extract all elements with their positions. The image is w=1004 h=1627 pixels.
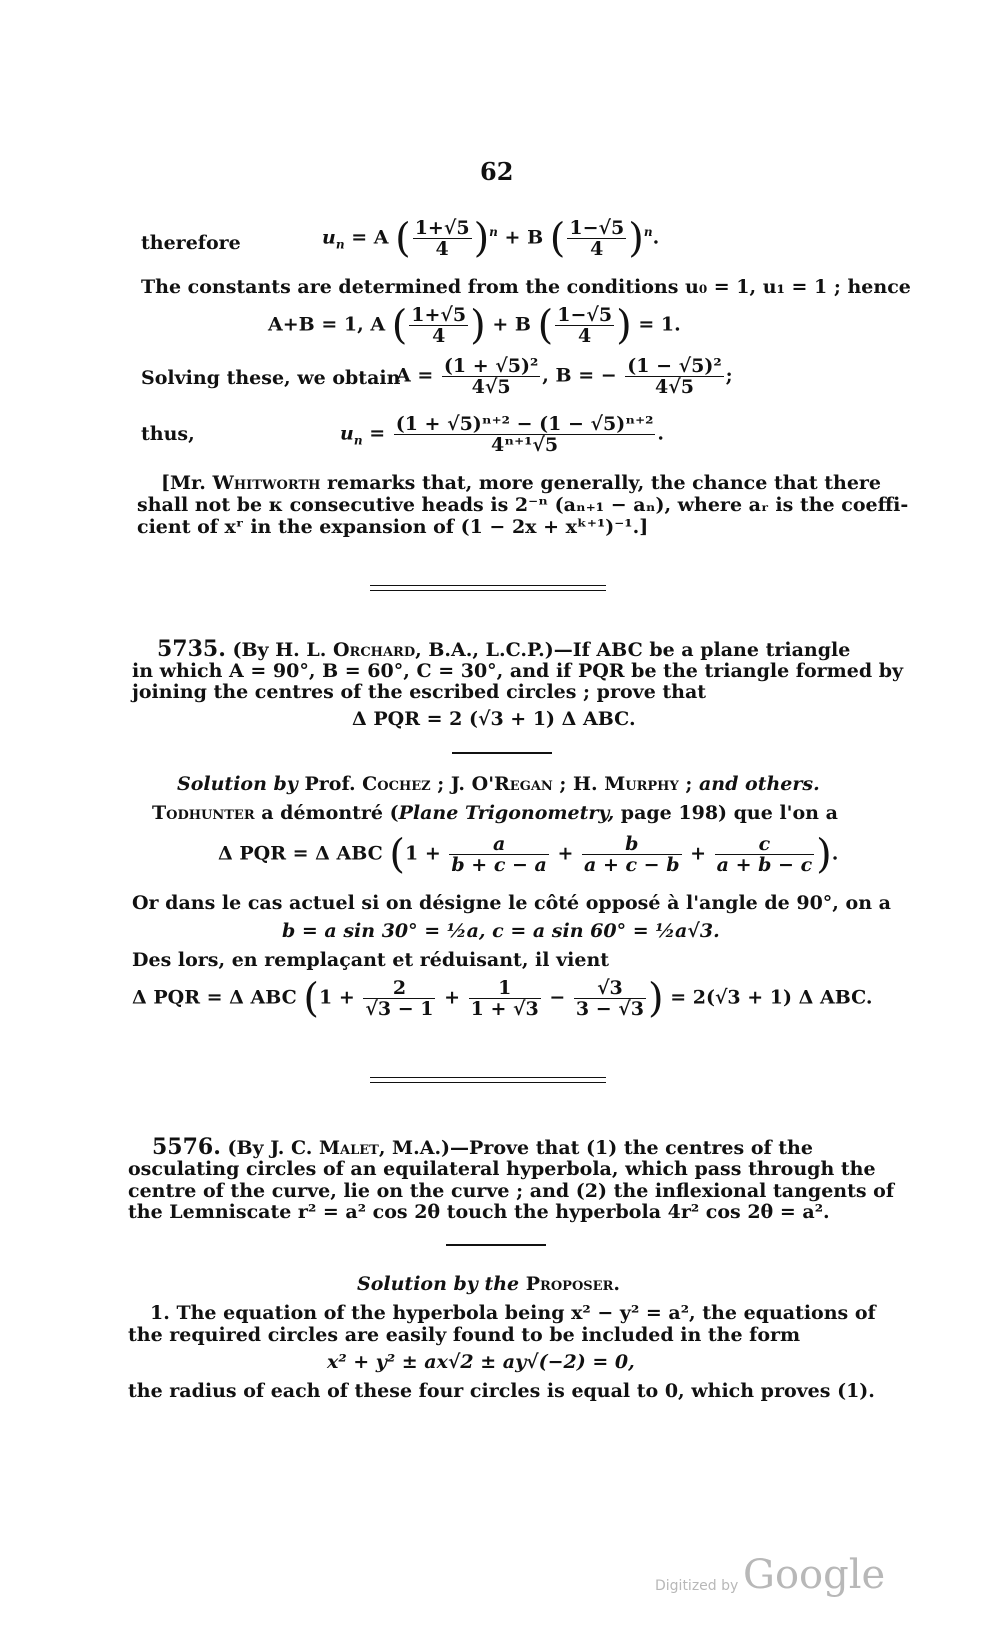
fraction-numerator: a <box>449 834 548 855</box>
fraction-un <box>394 414 656 455</box>
fraction-minus <box>567 218 626 259</box>
fraction-a <box>442 356 540 397</box>
symbol-u: u <box>340 422 354 445</box>
remark-line-1 <box>161 472 881 494</box>
text: a démontré ( <box>254 802 399 824</box>
and-others: and others. <box>699 773 820 795</box>
fraction-numerator: 1−√5 <box>569 217 625 239</box>
remark-open: [Mr. <box>161 472 213 494</box>
period: . <box>657 422 665 445</box>
solving-label: Solving these, we obtain <box>141 367 401 389</box>
equation-pqr-result <box>132 975 873 1022</box>
question-number: 5576. <box>152 1134 221 1160</box>
q5735-line-3: joining the centres of the escribed circles ; prove that <box>132 681 707 703</box>
fraction-numerator: 1 <box>469 978 541 999</box>
q5735-line-1 <box>157 638 850 661</box>
fraction-denominator: 4√5 <box>471 376 511 398</box>
paren-open: ( <box>395 215 411 262</box>
plus: + <box>557 842 574 865</box>
short-rule <box>452 752 552 754</box>
plus-b: + B <box>492 313 531 336</box>
section-divider <box>370 1077 606 1083</box>
one-plus: 1 + <box>319 986 355 1009</box>
paren-close: ) <box>647 975 664 1022</box>
minus: − <box>549 986 566 1009</box>
question-text: , M.A.)—Prove that (1) the centres of the <box>378 1137 813 1159</box>
q5576-para-2: the required circles are easily found to be included in the form <box>128 1324 801 1346</box>
exponent-n: n <box>489 225 498 240</box>
equation-conditions <box>268 302 681 349</box>
solution-byline <box>357 1273 620 1295</box>
fraction-denominator: 4 <box>432 325 446 347</box>
remark-line-2: shall not be κ consecutive heads is 2⁻ⁿ (aₙ₊₁ − aₙ), where aᵣ is the coeffi- <box>137 494 909 516</box>
thus-label: thus, <box>141 423 195 445</box>
cited-author: Todhunter <box>152 802 255 824</box>
fraction-numerator: √3 <box>574 978 646 999</box>
q5576-line-1 <box>152 1136 813 1159</box>
paren-close: ) <box>470 302 486 349</box>
solution-byline <box>177 773 820 795</box>
fraction-denominator: 4ⁿ⁺¹√5 <box>491 434 559 456</box>
equals-sign: = <box>369 422 386 445</box>
plus: + <box>444 986 461 1009</box>
solver-name: Proposer <box>525 1273 614 1295</box>
fraction-denominator: 4 <box>590 238 604 260</box>
fraction-g3 <box>574 978 646 1019</box>
text: ; H. <box>552 773 605 795</box>
fraction-denominator: √3 − 1 <box>365 998 434 1020</box>
equation-un-closed-form <box>322 215 660 262</box>
remark-text: remarks that, more generally, the chance that there <box>320 472 882 494</box>
equation-a-b <box>396 356 733 397</box>
fraction-a <box>449 834 548 875</box>
todhunter-line <box>152 802 838 824</box>
fraction-numerator: (1 + √5)² <box>443 355 539 377</box>
paren-open: ( <box>391 302 408 349</box>
fraction-b <box>582 834 681 875</box>
solution-label: Solution by the <box>357 1273 520 1295</box>
period: . <box>613 1273 621 1295</box>
remark-author: Whitworth <box>212 472 321 494</box>
q5576-para-1: 1. The equation of the hyperbola being x² − y² = a², the equations of <box>150 1302 876 1324</box>
semicolon: ; <box>725 364 733 387</box>
q5576-line-3: centre of the curve, lie on the curve ; and (2) the inflexional tangents of <box>128 1180 895 1202</box>
subscript-n: n <box>353 433 363 448</box>
fraction-b <box>625 356 723 397</box>
lhs: Δ PQR = Δ ABC <box>132 986 297 1009</box>
or-dans-line: Or dans le cas actuel si on désigne le côté opposé à l'angle de 90°, on a <box>132 892 891 914</box>
page-number: 62 <box>480 157 514 186</box>
q5735-line-2: in which A = 90°, B = 60°, C = 30°, and if PQR be the triangle formed by <box>132 660 904 682</box>
fraction-numerator: (1 − √5)² <box>627 355 722 377</box>
paren-close: ) <box>628 215 644 262</box>
fraction-denominator: 4√5 <box>655 376 694 398</box>
solver-name: Regan <box>494 773 553 795</box>
equation-un-result <box>340 414 664 455</box>
equation-pqr-general <box>218 831 839 878</box>
fraction-denominator: 4 <box>435 238 449 260</box>
bc-values-line: b = a sin 30° = ½a, c = a sin 60° = ½a√3. <box>282 920 720 942</box>
fraction-numerator: (1 + √5)ⁿ⁺² − (1 − √5)ⁿ⁺² <box>395 413 654 435</box>
section-divider <box>370 585 606 591</box>
plus-b: + B <box>504 226 544 249</box>
fraction-plus <box>413 218 472 259</box>
cited-book: Plane Trigonometry, <box>398 802 615 824</box>
fraction-denominator: 4 <box>578 325 592 347</box>
fraction-denominator: 3 − √3 <box>575 998 644 1020</box>
text: page 198) que l'on a <box>614 802 838 824</box>
watermark-prefix: Digitized by <box>655 1578 739 1594</box>
solution-label: Solution by <box>177 773 298 795</box>
fraction-plus <box>409 305 468 346</box>
paren-open: ( <box>389 831 405 878</box>
fraction-denominator: b + c − a <box>451 854 547 876</box>
subscript-n: n <box>335 237 345 252</box>
word-therefore: therefore <box>141 232 241 254</box>
fraction-denominator: a + c − b <box>584 854 680 876</box>
exponent-n: n <box>643 225 653 240</box>
text: Prof. <box>297 773 363 795</box>
watermark-logo: Google <box>743 1552 886 1598</box>
fraction-minus <box>555 305 614 346</box>
paren-open: ( <box>549 215 566 262</box>
equals-a: = A <box>351 226 389 249</box>
solver-name: Murphy <box>604 773 679 795</box>
question-text: (By H. L. <box>225 639 333 661</box>
q5576-line-2: osculating circles of an equilateral hyperbola, which pass through the <box>128 1158 876 1180</box>
question-text: (By J. C. <box>220 1137 319 1159</box>
one-plus: 1 + <box>405 842 441 865</box>
b-equals: , B = − <box>542 364 617 387</box>
question-number: 5735. <box>157 636 226 662</box>
paren-open: ( <box>537 302 554 349</box>
paren-close: ) <box>473 215 490 262</box>
paren-close: ) <box>816 831 832 878</box>
lhs: Δ PQR = Δ ABC <box>218 842 383 865</box>
fraction-numerator: b <box>582 834 681 855</box>
short-rule <box>446 1244 546 1246</box>
text: ; J. O' <box>430 773 495 795</box>
fraction-g2 <box>469 978 541 1019</box>
period: . <box>652 226 660 249</box>
q5735-claim: Δ PQR = 2 (√3 + 1) Δ ABC. <box>352 708 636 730</box>
result: = 2(√3 + 1) Δ ABC. <box>670 986 873 1009</box>
question-author: Orchard <box>332 639 416 661</box>
fraction-denominator: a + b − c <box>716 854 813 876</box>
fraction-denominator: 1 + √3 <box>470 998 539 1020</box>
paren-open: ( <box>303 975 319 1022</box>
fraction-c <box>715 834 814 875</box>
plus: + <box>690 842 707 865</box>
text: ; <box>678 773 699 795</box>
remark-line-3: cient of xʳ in the expansion of (1 − 2x + xᵏ⁺¹)⁻¹.] <box>137 516 649 538</box>
a-equals: A = <box>396 364 434 387</box>
a-plus-b: A+B = 1, A <box>268 313 386 336</box>
fraction-numerator: 1−√5 <box>557 304 613 326</box>
question-author: Malet <box>318 1137 379 1159</box>
question-text: , B.A., L.C.P.)—If ABC be a plane triangle <box>415 639 851 661</box>
fraction-numerator: 1+√5 <box>411 304 467 326</box>
q5576-para-4: the radius of each of these four circles is equal to 0, which proves (1). <box>128 1380 875 1402</box>
symbol-u: u <box>322 226 336 249</box>
des-lors-line: Des lors, en remplaçant et réduisant, il vient <box>132 949 610 971</box>
period: . <box>831 842 839 865</box>
circle-equation: x² + y² ± ax√2 ± ay√(−2) = 0, <box>327 1351 635 1373</box>
q5576-line-4: the Lemniscate r² = a² cos 2θ touch the hyperbola 4r² cos 2θ = a². <box>128 1201 830 1223</box>
equals-one: = 1. <box>638 313 681 336</box>
fraction-g1 <box>363 978 435 1019</box>
fraction-numerator: 1+√5 <box>414 217 470 239</box>
fraction-numerator: 2 <box>363 978 435 999</box>
paren-close: ) <box>616 302 632 349</box>
constants-line: The constants are determined from the conditions u₀ = 1, u₁ = 1 ; hence <box>141 276 911 298</box>
fraction-numerator: c <box>715 834 814 855</box>
solver-name: Cochez <box>362 773 431 795</box>
